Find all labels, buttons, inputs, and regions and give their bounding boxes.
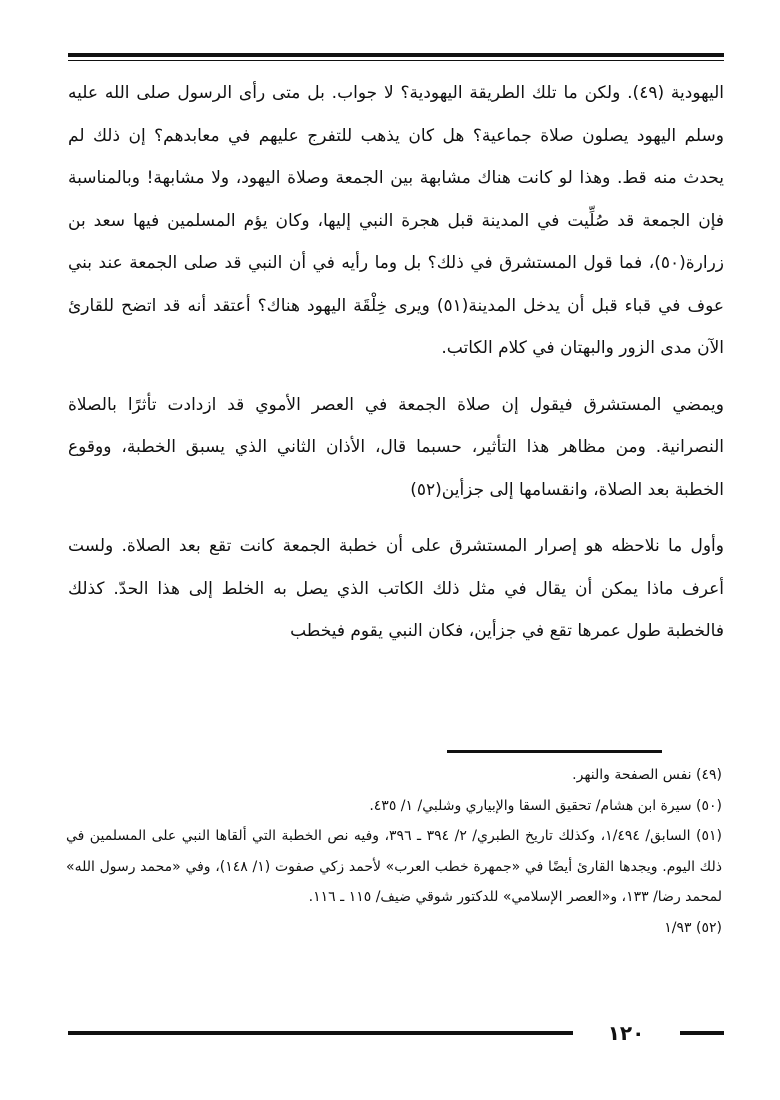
footnote-50: (٥٠) سيرة ابن هشام/ تحقيق السقا والإبياري وشلبي/ ١/ ٤٣٥. [369, 797, 722, 814]
paragraph-2: ويمضي المستشرق فيقول إن صلاة الجمعة في العصر الأموي قد ازدادت تأثرًا بالصلاة النصرانية. ومن مظاهر هذا التأثير، حسبما قال، الأذان الثاني الذي يسبق الخطبة، ووقوع الخطبة بعد الصلاة، وانقسامها إلى جزأين(٥٢) [68, 394, 724, 500]
page-number: ١٢٠ [607, 1021, 645, 1045]
footnote-52: (٥٢) ١/٩٣ [664, 919, 722, 936]
main-text [68, 72, 724, 667]
paragraph-3: وأول ما نلاحظه هو إصرار المستشرق على أن خطبة الجمعة كانت تقع بعد الصلاة. ولست أعرف ماذا يمكن أن يقال في مثل ذلك الكاتب الذي يصل به الخلط إلى هذا الحدّ. كذلك فالخطبة طول عمرها تقع في جزأين، فكان النبي يقوم فيخطب [68, 536, 724, 641]
paragraph-1: اليهودية (٤٩). ولكن ما تلك الطريقة اليهودية؟ لا جواب. بل متى رأى الرسول صلى الله عليه وسلم اليهود يصلون صلاة جماعية؟ هل كان يذهب للتفرج عليهم في معابدهم؟ إن ذلك لم يحدث منه قط. وهذا لو كانت هناك مشابهة بين الجمعة وصلاة اليهود، ولا مشابهة! وبالمناسبة فإن الجمعة قد صُلِّيت في المدينة قبل هجرة النبي إليها، وكان يؤم المسلمين فيها سعد بن زرارة(٥٠)، فما قول المستشرق في ذلك؟ بل وما رأيه في أن النبي قد صلى الجمعة عند بني عوف في قباء قبل أن يدخل المدينة(٥١) ويرى خِلْقَة اليهود هناك؟ أعتقد أنه قد اتضح للقارئ الآن مدى الزور والبهتان في كلام الكاتب. [68, 83, 724, 358]
page-footer [68, 1018, 724, 1048]
footnote-separator [447, 750, 662, 753]
footnote-51: (٥١) السابق/ ١/٤٩٤، وكذلك تاريخ الطبري/ ٢/ ٣٩٤ ـ ٣٩٦، وفيه نص الخطبة التي ألقاها النبي على المسلمين في ذلك اليوم. ويجدها القارئ أيضًا في «جمهرة خطب العرب» لأحمد زكي صفوت (١/ ١٤٨)، وفي «محمد رسول الله» لمحمد رضا/ ١٣٣، و«العصر الإسلامي» للدكتور شوقي ضيف/ ١١٥ ـ ١١٦. [66, 828, 722, 905]
top-rule [68, 53, 724, 57]
footer-rule-left [68, 1031, 573, 1035]
top-rule-thin [68, 60, 724, 61]
footer-rule-right [680, 1031, 724, 1035]
footnote-49: (٤٩) نفس الصفحة والنهر. [572, 767, 722, 783]
footnotes [66, 760, 722, 943]
